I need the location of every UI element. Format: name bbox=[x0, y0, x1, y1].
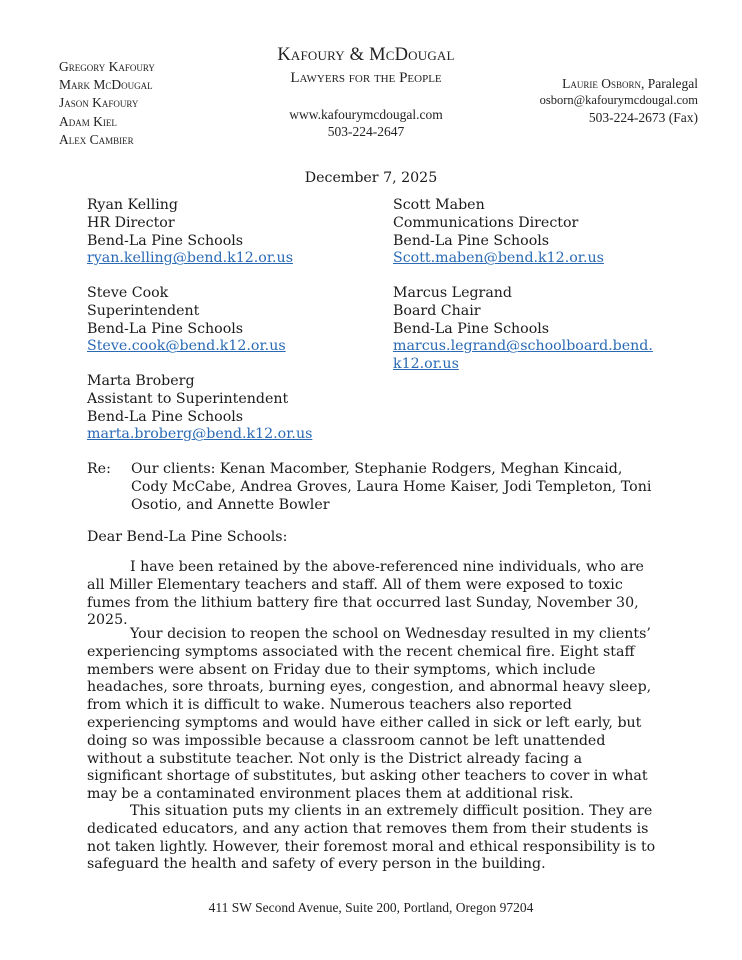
footer-address: 411 SW Second Avenue, Suite 200, Portland, Oregon 97204 bbox=[208, 900, 534, 915]
salutation: Dear Bend-La Pine Schools: bbox=[87, 529, 288, 545]
recipient-name: Scott Maben bbox=[393, 197, 485, 213]
recipient-block bbox=[393, 197, 604, 268]
body-paragraph: This situation puts my clients in an extremely difficult position. They are dedicated educators, and any action that removes them from their students is not taken lightly. However, their foremost moral and ethical responsibility is to safeguard the health and safety of every person in the building. bbox=[87, 803, 656, 873]
recipient-block bbox=[393, 285, 658, 374]
recipient-title: HR Director bbox=[87, 214, 175, 231]
firm-website[interactable]: www.kafourymcdougal.com bbox=[289, 107, 443, 122]
recipient-org: Bend-La Pine Schools bbox=[393, 232, 550, 249]
recipient-name: Ryan Kelling bbox=[87, 197, 178, 213]
recipient-block bbox=[87, 197, 293, 268]
recipient-name: Marta Broberg bbox=[87, 373, 195, 389]
recipient-title: Superintendent bbox=[87, 302, 200, 319]
paralegal-block bbox=[540, 75, 698, 126]
recipient-org: Bend-La Pine Schools bbox=[87, 232, 244, 249]
recipient-block bbox=[87, 373, 312, 444]
recipient-block bbox=[87, 285, 286, 356]
partner-list bbox=[59, 58, 155, 149]
partner-name: Gregory Kafoury bbox=[59, 59, 155, 74]
partner-name: Jason Kafoury bbox=[59, 95, 139, 111]
paralegal-line bbox=[540, 75, 698, 92]
paralegal-title: , Paralegal bbox=[641, 76, 698, 91]
recipient-title: Assistant to Superintendent bbox=[87, 390, 289, 407]
firm-tagline: Lawyers for the People bbox=[290, 70, 442, 86]
re-subject: Our clients: Kenan Macomber, Stephanie Rodgers, Meghan Kincaid, Cody McCabe, Andrea Groves, Laura Home Kaiser, Jodi Templeton, Toni Osotio, and Annette Bowler bbox=[131, 461, 652, 513]
letter-date: December 7, 2025 bbox=[304, 170, 438, 186]
recipient-name: Steve Cook bbox=[87, 285, 169, 301]
recipient-email-link[interactable]: ryan.kelling@bend.k12.or.us bbox=[87, 250, 293, 267]
partner-name: Mark McDougal bbox=[59, 77, 153, 93]
recipient-email-link[interactable]: Steve.cook@bend.k12.or.us bbox=[87, 338, 286, 355]
recipient-email-link[interactable]: marcus.legrand@schoolboard.bend.k12.or.us bbox=[393, 338, 653, 373]
recipient-org: Bend-La Pine Schools bbox=[87, 408, 244, 425]
paralegal-email[interactable]: osborn@kafourymcdougal.com bbox=[539, 93, 698, 107]
recipient-org: Bend-La Pine Schools bbox=[87, 320, 244, 337]
recipient-title: Board Chair bbox=[393, 302, 481, 319]
recipient-org: Bend-La Pine Schools bbox=[393, 320, 550, 337]
firm-header bbox=[240, 44, 492, 140]
firm-phone: 503-224-2647 bbox=[327, 124, 405, 139]
paralegal-fax: 503-224-2673 (Fax) bbox=[588, 110, 698, 125]
recipient-email-link[interactable]: marta.broberg@bend.k12.or.us bbox=[87, 426, 313, 443]
body-paragraph: Your decision to reopen the school on Wednesday resulted in my clients’ experiencing symptoms associated with the recent chemical fire. Eight staff members were absent on Friday due to their symptoms, which include headaches, sore throats, burning eyes, congestion, and abnormal heavy sleep, from which it is difficult to wake. Numerous teachers also reported experiencing symptoms and would have either called in sick or left early, but doing so was impossible because a classroom cannot be left unattended without a substitute teacher. Not only is the District already facing a significant shortage of substitutes, but asking other teachers to cover in what may be a contaminated environment places them at additional risk. bbox=[87, 626, 652, 803]
paralegal-name: Laurie Osborn bbox=[562, 76, 642, 91]
firm-name: Kafoury & McDougal bbox=[277, 45, 455, 65]
partner-name: Alex Cambier bbox=[59, 131, 134, 147]
partner-name: Adam Kiel bbox=[59, 113, 117, 129]
recipient-title: Communications Director bbox=[393, 214, 579, 231]
body-paragraph: I have been retained by the above-referenced nine individuals, who are all Miller Elementary teachers and staff. All of them were exposed to toxic fumes from the lithium battery fire that occurred last Sunday, November 30, 2025. bbox=[87, 559, 644, 629]
recipient-email-link[interactable]: Scott.maben@bend.k12.or.us bbox=[393, 250, 604, 267]
re-label: Re: bbox=[87, 461, 111, 477]
recipient-name: Marcus Legrand bbox=[393, 285, 513, 301]
